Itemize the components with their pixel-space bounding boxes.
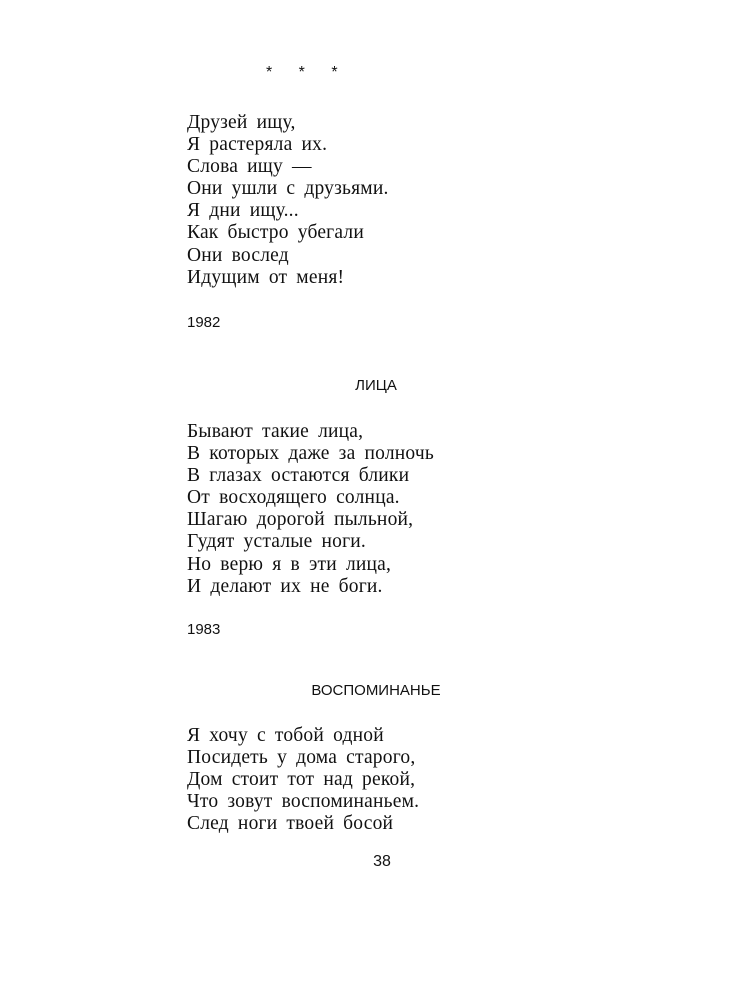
- poem-stanza: [187, 421, 434, 598]
- poem-stanza: [187, 112, 389, 289]
- poem-line: Слова ищу —: [187, 156, 312, 178]
- poem-line: Друзей ищу,: [187, 112, 296, 133]
- poem-title: ЛИЦА: [355, 377, 397, 394]
- poem-line: Я дни ищу...: [187, 200, 299, 222]
- poem-line: В глазах остаются блики: [187, 465, 410, 487]
- poem-line: Я растеряла их.: [187, 134, 328, 156]
- poem-line: В которых даже за полночь: [187, 443, 434, 465]
- poem-line: Дом стоит тот над рекой,: [187, 769, 416, 791]
- poem-line: Гудят усталые ноги.: [187, 531, 366, 553]
- poem-line: Но верю я в эти лица,: [187, 553, 392, 575]
- poem-line: И делают их не боги.: [187, 575, 383, 597]
- poem-line: Они ушли с друзьями.: [187, 178, 389, 200]
- poem-line: Идущим от меня!: [187, 266, 345, 288]
- poem-line: Бывают такие лица,: [187, 421, 364, 442]
- poem-line: Посидеть у дома старого,: [187, 747, 416, 769]
- poem-line: От восходящего солнца.: [187, 487, 400, 509]
- poem-title: ВОСПОМИНАНЬЕ: [311, 682, 441, 699]
- poem-line: Шагаю дорогой пыльной,: [187, 509, 414, 531]
- poem-separator: * * *: [266, 64, 349, 81]
- poem-line: Что зовут воспоминаньем.: [187, 791, 420, 813]
- poem-stanza: [187, 725, 419, 835]
- page-number: 38: [373, 853, 391, 870]
- poem-year: 1982: [187, 314, 221, 331]
- poem-line: Они вослед: [187, 244, 289, 266]
- poem-line: Как быстро убегали: [187, 222, 364, 244]
- poem-year: 1983: [187, 621, 221, 638]
- poem-line: Я хочу с тобой одной: [187, 725, 384, 746]
- poem-line: След ноги твоей босой: [187, 813, 394, 835]
